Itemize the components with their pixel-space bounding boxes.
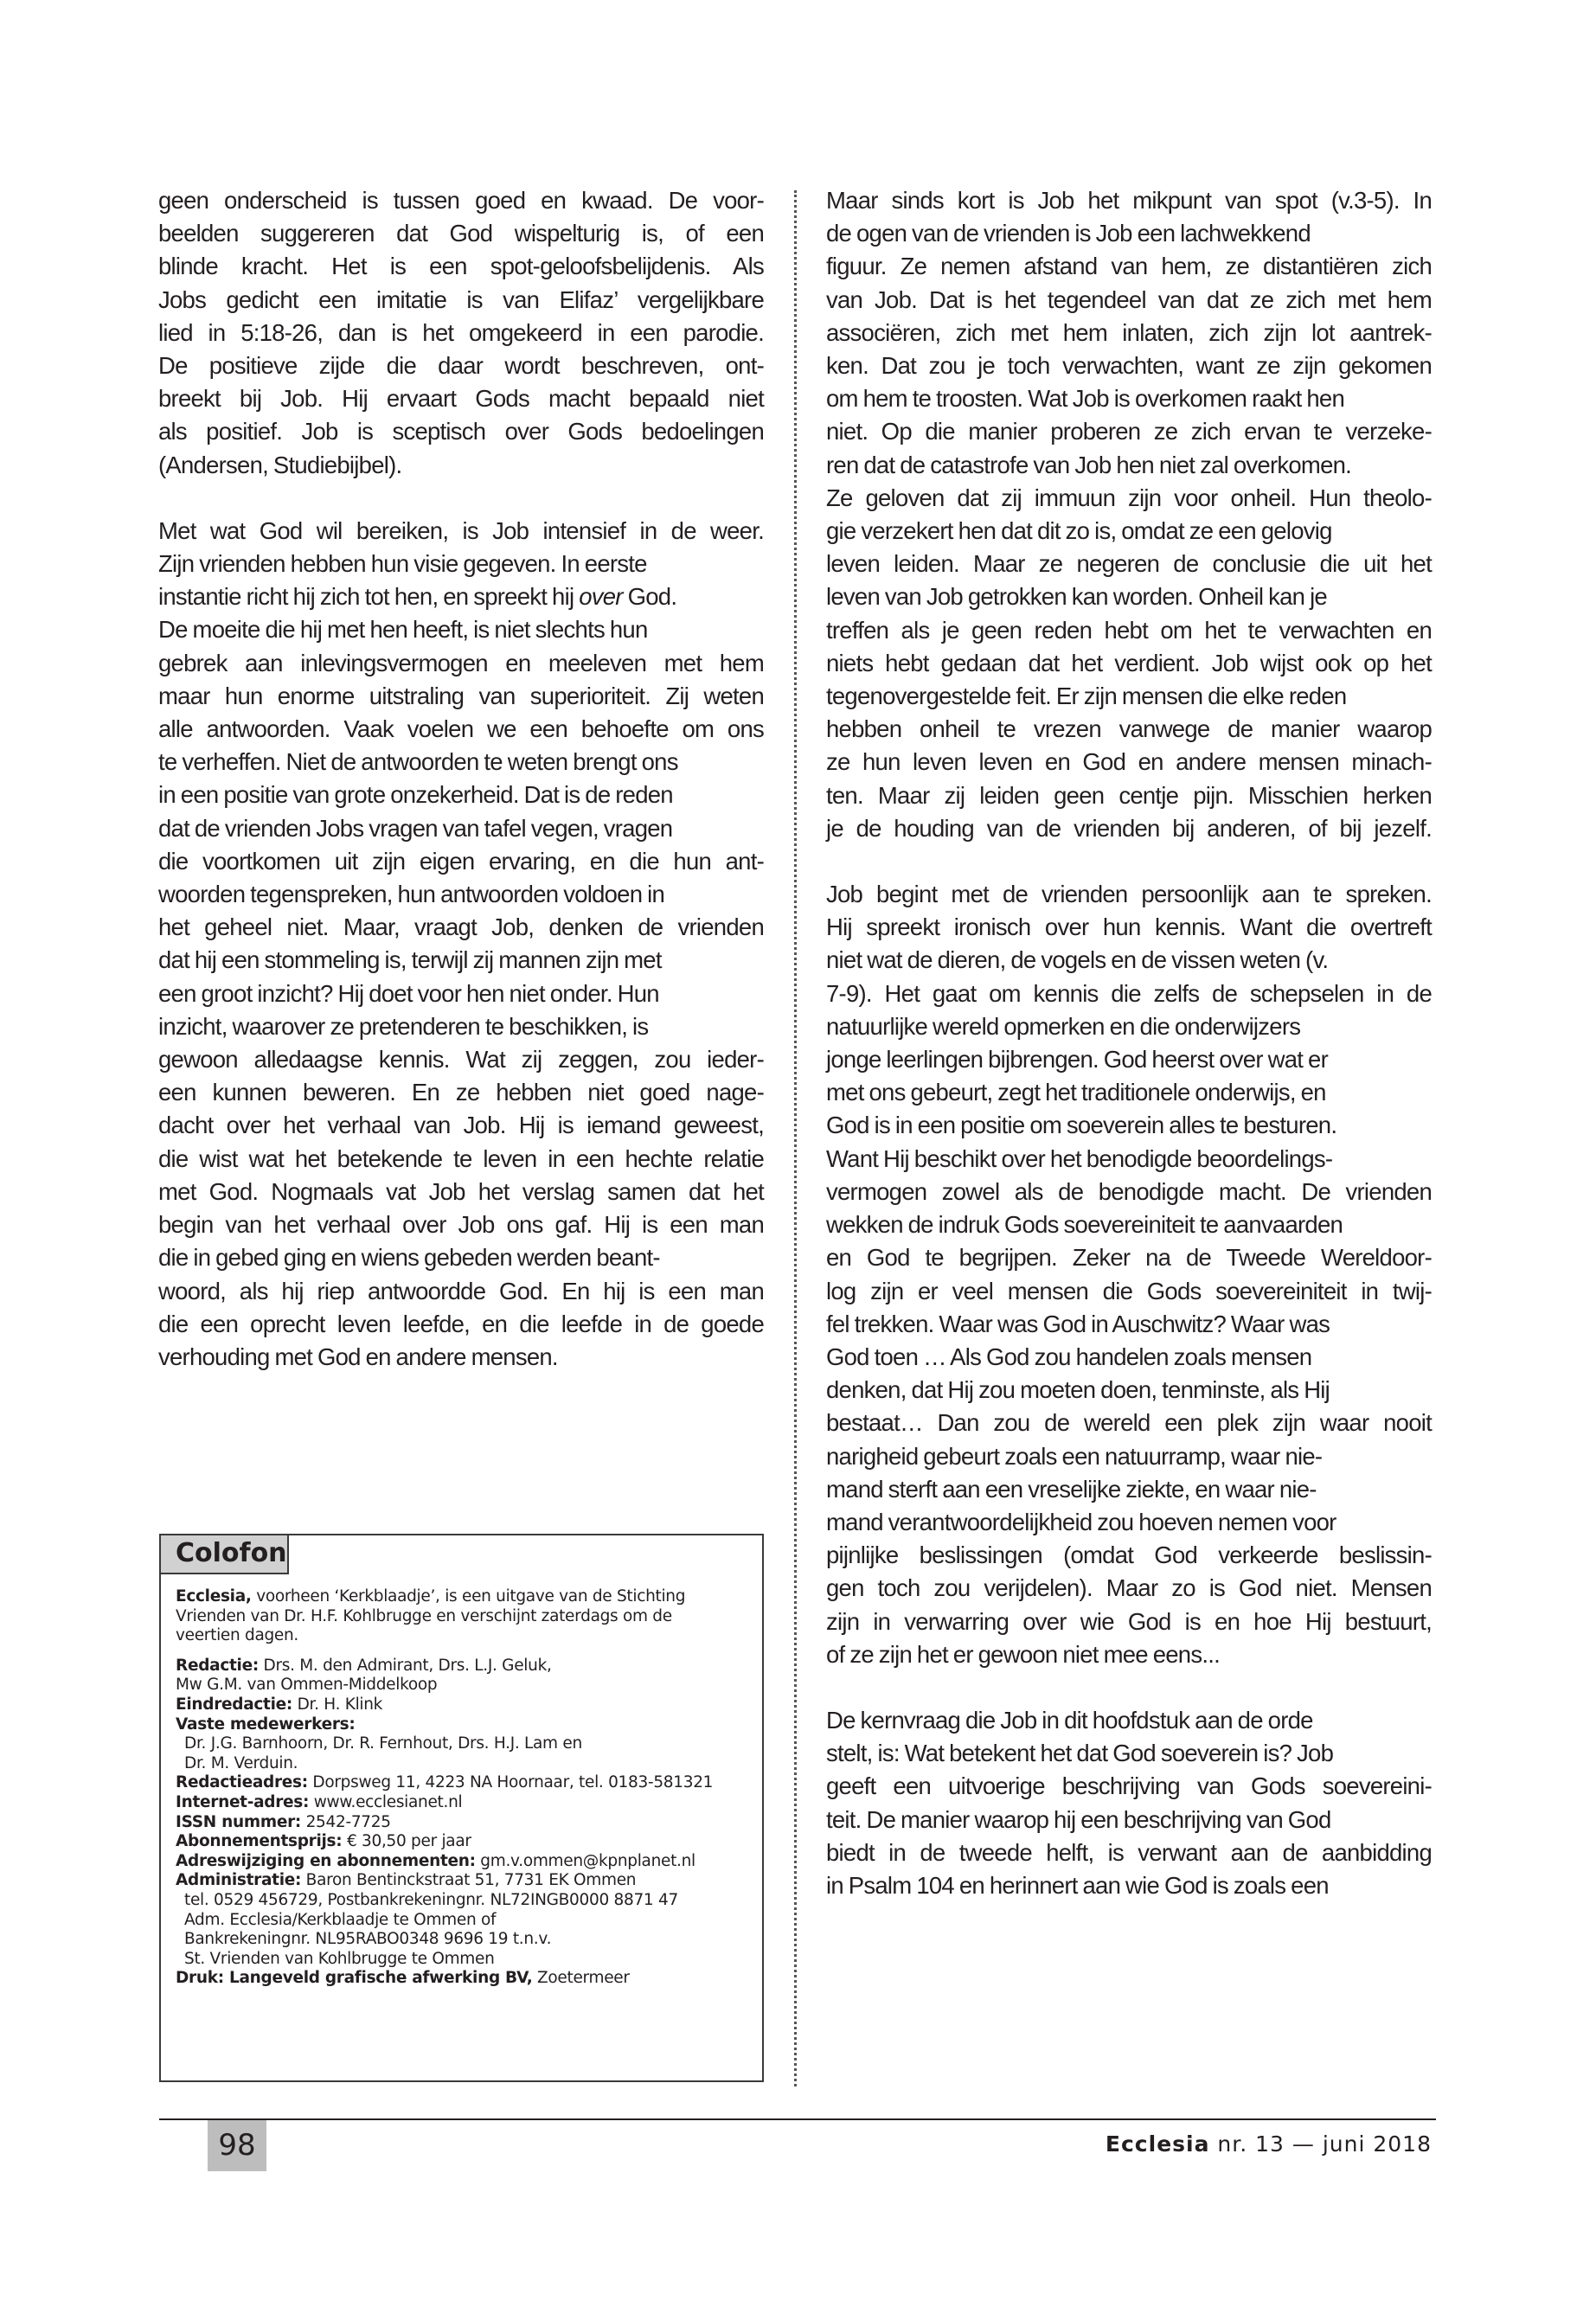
colofon-administratie-line: St. Vrienden van Kohlbrugge te Ommen xyxy=(184,1949,495,1968)
text-line: dat de vrienden Jobs vragen van tafel vegen, vragen xyxy=(158,814,673,842)
text-line: dacht over het verhaal van Job. Hij is iemand geweest, xyxy=(158,1112,764,1139)
text-line: tegenovergestelde feit. Er zijn mensen die elke reden xyxy=(826,683,1347,710)
colofon-label: Redactie: xyxy=(176,1656,259,1675)
text-line: blinde kracht. Het is een spot-geloofsbelijdenis. Als xyxy=(158,253,764,280)
publication-info xyxy=(1106,2129,1432,2160)
footer-rule xyxy=(159,2118,1436,2120)
spacer xyxy=(176,1646,753,1657)
text-line: Maar sinds kort is Job het mikpunt van spot (v.3-5). In xyxy=(826,187,1432,214)
text-line: denken, dat Hij zou moeten doen, tenminste, als Hij xyxy=(826,1376,1330,1404)
colofon-druk xyxy=(176,1969,753,1989)
colofon-value: Drs. M. den Admirant, Drs. L.J. Geluk, xyxy=(258,1656,552,1675)
email-link[interactable]: gm.v.ommen@kpnplanet.nl xyxy=(475,1851,695,1870)
paragraph xyxy=(158,515,764,1374)
text-line: Ze geloven dat zij immuun zijn voor onheil. Hun theolo- xyxy=(826,484,1432,511)
text-line: God toen … Als God zou handelen zoals mensen xyxy=(826,1343,1312,1370)
colofon-intro: Vrienden van Dr. H.F. Kohlbrugge en verschijnt zaterdags om de xyxy=(176,1606,672,1625)
text-line: met God. Nogmaals vat Job het verslag samen dat het xyxy=(158,1177,764,1205)
text-line: 7-9). Het gaat om kennis die zelfs de schepselen in de xyxy=(826,979,1432,1007)
text-line: in Psalm 104 en herinnert aan wie God is zoals een xyxy=(826,1871,1329,1899)
text-line: Hij spreekt ironisch over hun kennis. Want die overtreft xyxy=(826,913,1432,941)
text-line: (Andersen, Studiebijbel). xyxy=(158,451,402,478)
colofon-label: Internet-adres: xyxy=(176,1792,310,1811)
text-line: in een positie van grote onzekerheid. Dat is de reden xyxy=(158,781,673,809)
text-line: Jobs gedicht een imitatie is van Elifaz’ vergelijkbare xyxy=(158,285,764,313)
text-line: breekt bij Job. Hij ervaart Gods macht bepaald niet xyxy=(158,385,764,413)
text-line: De positieve zijde die daar wordt beschreven, ont- xyxy=(158,352,764,380)
text-line: natuurlijke wereld opmerken en die onderwijzers xyxy=(826,1012,1301,1040)
article-left-column xyxy=(158,184,764,1374)
colofon-box xyxy=(159,1534,764,2082)
text-line: gewoon alledaagse kennis. Wat zij zeggen, zou ieder- xyxy=(158,1046,764,1074)
text-line: alle antwoorden. Vaak voelen we een behoefte om ons xyxy=(158,715,764,743)
text-line: een groot inzicht? Hij doet voor hen niet onder. Hun xyxy=(158,979,659,1007)
paragraph xyxy=(158,184,764,482)
website-link[interactable]: www.ecclesianet.nl xyxy=(309,1792,463,1811)
colofon-value: Baron Bentinckstraat 51, 7731 EK Ommen xyxy=(301,1871,637,1890)
colofon-value: Dr. H. Klink xyxy=(292,1695,383,1714)
colofon-internet xyxy=(176,1793,753,1813)
text-line: treffen als je geen reden hebt om het te verwachten en xyxy=(826,616,1432,644)
text-line: die in gebed ging en wiens gebeden werden beant- xyxy=(158,1244,660,1272)
text-line: Met wat God wil bereiken, is Job intensief in de weer. xyxy=(158,516,764,544)
paragraph xyxy=(826,1704,1432,1902)
issue-info: nr. 13 — juni 2018 xyxy=(1209,2131,1432,2157)
text-line: ren dat de catastrofe van Job hen niet zal overkomen. xyxy=(826,451,1352,478)
text-line: gen toch zou verijdelen). Maar zo is God niet. Mensen xyxy=(826,1574,1432,1602)
colofon-label: Eindredactie: xyxy=(176,1695,292,1714)
text-line: woorden tegenspreken, hun antwoorden voldoen in xyxy=(158,881,665,908)
text-line: geen onderscheid is tussen goed en kwaad. De voor- xyxy=(158,187,764,214)
colofon-intro xyxy=(176,1587,753,1607)
text-line: en God te begrijpen. Zeker na de Tweede Wereldoor- xyxy=(826,1244,1432,1272)
text-line: De kernvraag die Job in dit hoofdstuk aan de orde xyxy=(826,1706,1313,1734)
colofon-abonnementsprijs xyxy=(176,1832,753,1852)
text-line: ze hun leven leven en God en andere mensen minach- xyxy=(826,748,1432,776)
colofon-label: Ecclesia, xyxy=(176,1587,252,1606)
colofon-administratie-line: Bankrekeningnr. NL95RABO0348 9696 19 t.n.v. xyxy=(184,1930,552,1949)
text-line: of ze zijn het er gewoon niet mee eens... xyxy=(826,1640,1221,1668)
text-line: om hem te troosten. Wat Job is overkomen raakt hen xyxy=(826,385,1345,413)
text-line: narigheid gebeurt zoals een natuurramp, waar nie- xyxy=(826,1442,1323,1470)
text-line: niet. Op die manier proberen ze zich ervan te verzeke- xyxy=(826,418,1432,445)
text-line: Want Hij beschikt over het benodigde beoordelings- xyxy=(826,1144,1333,1172)
text-line: hebben onheil te vrezen vanwege de manier waarop xyxy=(826,715,1432,743)
paragraph xyxy=(826,878,1432,1671)
colofon-label: Vaste medewerkers: xyxy=(176,1715,356,1734)
text-line xyxy=(158,580,764,613)
colofon-administratie-line: tel. 0529 456729, Postbankrekeningnr. NL72INGB0000 8871 47 xyxy=(184,1890,678,1909)
colofon-value: Zoetermeer xyxy=(532,1969,630,1988)
colofon-medewerkers-line: Dr. M. Verduin. xyxy=(184,1753,298,1772)
colofon-adreswijziging xyxy=(176,1852,753,1872)
colofon-value: voorheen ‘Kerkblaadje’, is een uitgave van de Stichting xyxy=(251,1587,686,1606)
text-line: gebrek aan inlevingsvermogen en meeleven met hem xyxy=(158,649,764,676)
text-line: woord, als hij riep antwoordde God. En hij is een man xyxy=(158,1277,764,1304)
text-line: leven leiden. Maar ze negeren de conclusie die uit het xyxy=(826,550,1432,578)
colofon-label: Redactieadres: xyxy=(176,1773,308,1792)
colofon-body xyxy=(176,1587,753,1989)
text-line: je de houding van de vrienden bij anderen, of bij jezelf. xyxy=(826,814,1432,842)
text-line: niets hebt gedaan dat het verdient. Job wijst ook op het xyxy=(826,649,1432,676)
text-line: beelden suggereren dat God wispelturig is, of een xyxy=(158,220,764,247)
text-line: te verheffen. Niet de antwoorden te weten brengt ons xyxy=(158,748,678,776)
text-line: teit. De manier waarop hij een beschrijving van God xyxy=(826,1805,1331,1833)
text-line: het geheel niet. Maar, vraagt Job, denken de vrienden xyxy=(158,913,764,941)
text-line: vermogen zowel als de benodigde macht. De vrienden xyxy=(826,1177,1432,1205)
column-divider xyxy=(794,190,797,2086)
text-line: verhouding met God en andere mensen. xyxy=(158,1343,558,1370)
text-line: Zijn vrienden hebben hun visie gegeven. In eerste xyxy=(158,550,647,578)
colofon-label: ISSN nummer: xyxy=(176,1812,301,1831)
text-line: geeft een uitvoerige beschrijving van Gods soevereini- xyxy=(826,1772,1432,1800)
text-line: ken. Dat zou je toch verwachten, want ze zijn gekomen xyxy=(826,352,1432,380)
text-line: ten. Maar zij leiden geen centje pijn. Misschien herken xyxy=(826,781,1432,809)
colofon-medewerkers-line: Dr. J.G. Barnhoorn, Dr. R. Fernhout, Drs. H.J. Lam en xyxy=(184,1734,582,1753)
article-right-column xyxy=(826,184,1432,1902)
text-line: van Job. Dat is het tegendeel van dat ze zich met hem xyxy=(826,285,1432,313)
text-line: die een oprecht leven leefde, en die leefde in de goede xyxy=(158,1310,764,1337)
text-line: niet wat de dieren, de vogels en de vissen weten (v. xyxy=(826,946,1329,974)
text-line: met ons gebeurt, zegt het traditionele onderwijs, en xyxy=(826,1079,1326,1106)
text-line: zijn in verwarring over wie God is en hoe Hij bestuurt, xyxy=(826,1607,1432,1635)
text-line: de ogen van de vrienden is Job een lachwekkend xyxy=(826,220,1311,247)
text-line: log zijn er veel mensen die Gods soevereiniteit in twij- xyxy=(826,1277,1432,1304)
text-line: biedt in de tweede helft, is verwant aan de aanbidding xyxy=(826,1838,1432,1866)
text-line: De moeite die hij met hen heeft, is niet slechts hun xyxy=(158,616,648,644)
text-line: begin van het verhaal over Job ons gaf. Hij is een man xyxy=(158,1211,764,1239)
colofon-value: Dorpsweg 11, 4223 NA Hoornaar, tel. 0183-581321 xyxy=(307,1773,714,1792)
colofon-redactie-cont: Mw G.M. van Ommen-Middelkoop xyxy=(176,1676,438,1695)
text-line: dat hij een stommeling is, terwijl zij mannen zijn met xyxy=(158,946,662,974)
text-segment: instantie richt hij zich tot hen, en spreekt hij xyxy=(158,583,580,611)
colofon-label: Adreswijziging en abonnementen: xyxy=(176,1851,476,1870)
publication-name: Ecclesia xyxy=(1105,2131,1210,2157)
colofon-value: 2542-7725 xyxy=(301,1812,391,1831)
colofon-label: Abonnementsprijs: xyxy=(176,1832,343,1851)
colofon-vaste-medewerkers xyxy=(176,1715,753,1735)
text-line: associëren, zich met hem inlaten, zich zijn lot aantrek- xyxy=(826,318,1432,346)
text-line: een kunnen beweren. En ze hebben niet goed nage- xyxy=(158,1079,764,1106)
text-line: wekken de indruk Gods soevereiniteit te aanvaarden xyxy=(826,1211,1343,1239)
colofon-title: Colofon xyxy=(159,1534,289,1574)
paragraph xyxy=(826,184,1432,845)
colofon-redactie xyxy=(176,1657,753,1676)
text-line: als positief. Job is sceptisch over Gods bedoelingen xyxy=(158,418,764,445)
text-line: die wist wat het betekende te leven in een hechte relatie xyxy=(158,1144,764,1172)
colofon-label: Druk: Langeveld grafische afwerking BV, xyxy=(176,1969,533,1988)
colofon-administratie-line: Adm. Ecclesia/Kerkblaadje te Ommen of xyxy=(184,1910,497,1929)
text-line: Job begint met de vrienden persoonlijk aan te spreken. xyxy=(826,881,1432,908)
text-line: maar hun enorme uitstraling van superioriteit. Zij weten xyxy=(158,682,764,709)
text-line: die voortkomen uit zijn eigen ervaring, en die hun ant- xyxy=(158,847,764,875)
colofon-value: € 30,50 per jaar xyxy=(342,1832,471,1851)
text-line: stelt, is: Wat betekent het dat God soeverein is? Job xyxy=(826,1740,1334,1767)
text-line: gie verzekert hen dat dit zo is, omdat ze een gelovig xyxy=(826,517,1332,545)
text-line: lied in 5:18-26, dan is het omgekeerd in een parodie. xyxy=(158,318,764,346)
page-number: 98 xyxy=(208,2120,266,2171)
text-line: pijnlijke beslissingen (omdat God verkeerde beslissin- xyxy=(826,1541,1432,1569)
text-line: bestaat… Dan zou de wereld een plek zijn waar nooit xyxy=(826,1409,1432,1437)
colofon-redactieadres xyxy=(176,1773,753,1793)
colofon-intro: veertien dagen. xyxy=(176,1626,299,1645)
text-line: figuur. Ze nemen afstand van hem, ze distantiëren zich xyxy=(826,253,1432,280)
colofon-administratie xyxy=(176,1871,753,1891)
text-line: mand verantwoordelijkheid zou hoeven nemen voor xyxy=(826,1508,1336,1535)
text-line: fel trekken. Waar was God in Auschwitz? Waar was xyxy=(826,1310,1330,1337)
colofon-issn xyxy=(176,1813,753,1833)
text-line: mand sterft aan een vreselijke ziekte, en waar nie- xyxy=(826,1475,1317,1503)
text-line: God is in een positie om soeverein alles te besturen. xyxy=(826,1112,1337,1139)
text-line: inzicht, waarover ze pretenderen te beschikken, is xyxy=(158,1012,649,1040)
text-segment: God. xyxy=(622,583,677,611)
colofon-eindredactie xyxy=(176,1695,753,1715)
text-line: leven van Job getrokken kan worden. Onheil kan je xyxy=(826,583,1327,611)
emphasis-text: over xyxy=(579,583,623,611)
colofon-label: Administratie: xyxy=(176,1871,302,1890)
text-line: jonge leerlingen bijbrengen. God heerst over wat er xyxy=(826,1046,1328,1074)
